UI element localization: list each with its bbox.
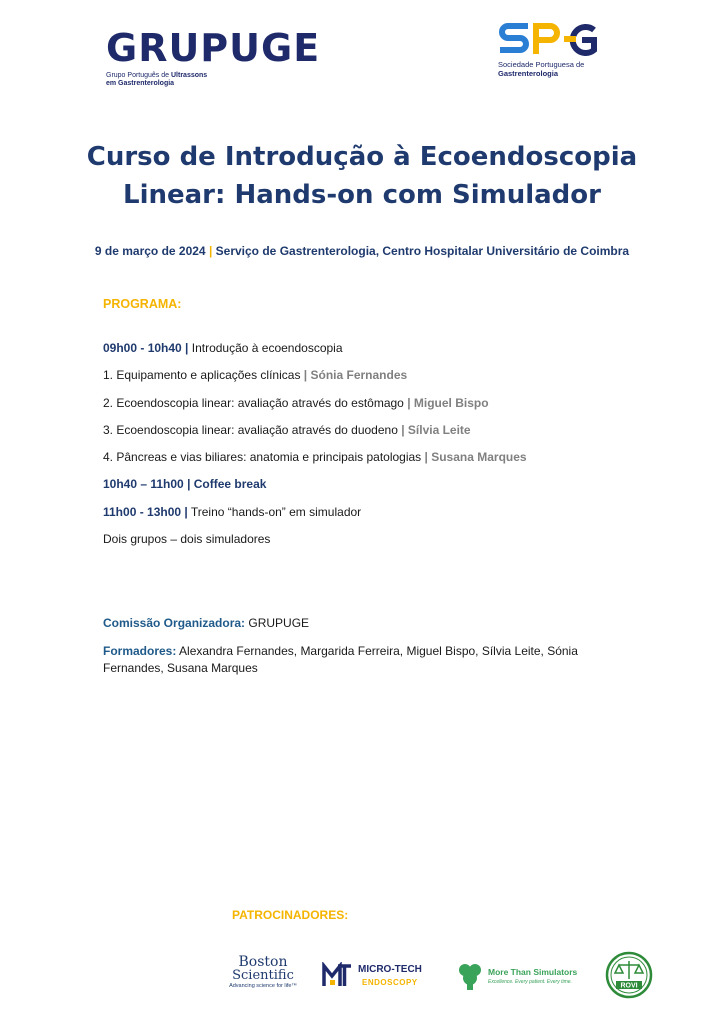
comissao-value: GRUPUGE — [245, 616, 310, 630]
date-separator: | — [208, 244, 213, 258]
programa-item: 4. Pâncreas e vias biliares: anatomia e principais patologias | Susana Marques — [103, 450, 527, 465]
grupuge-logo-subtitle: Grupo Português de Ultrassons em Gastrenterologia — [106, 72, 208, 87]
speaker-name: | Sónia Fernandes — [303, 368, 408, 383]
programa-heading: PROGRAMA: — [103, 297, 182, 311]
programa-item: 11h00 - 13h00 | Treino “hands-on” em simulador — [103, 504, 362, 519]
speaker-name: | Susana Marques — [424, 450, 527, 465]
formadores — [103, 643, 603, 677]
more-than-simulators-logo: More Than Simulators Excellence. Every patient. Every time. — [456, 960, 576, 994]
date-location-line — [40, 244, 684, 258]
grupuge-logo-word: GRUPUGE — [106, 26, 321, 70]
micro-tech-mark-icon — [322, 962, 352, 988]
event-date: 9 de março de 2024 — [94, 244, 206, 258]
programa-item: 3. Ecoendoscopia linear: avaliação através do duodeno | Sílvia Leite — [103, 422, 471, 437]
rovi-label: ROVI — [620, 982, 638, 990]
patrocinadores-heading: PATROCINADORES: — [232, 908, 349, 922]
formadores-value: Alexandra Fernandes, Margarida Ferreira, Miguel Bispo, Sílvia Leite, Sónia Fernandes, Susana Marques — [103, 644, 578, 675]
comissao-organizadora — [103, 616, 309, 630]
title-line-1: Curso de Introdução à Ecoendoscopia — [86, 142, 638, 172]
rovi-logo — [605, 951, 653, 999]
programa-item: Dois grupos – dois simuladores — [103, 532, 271, 547]
event-location: Serviço de Gastrenterologia, Centro Hospitalar Universitário de Coimbra — [215, 244, 630, 258]
boston-scientific-logo: Boston Scientific Advancing science for life™ — [229, 954, 297, 989]
spg-logo — [498, 20, 618, 78]
formadores-label: Formadores: — [103, 644, 177, 658]
spg-logo-mark — [498, 20, 598, 58]
grupuge-logo — [106, 28, 346, 88]
mts-mark-icon — [456, 962, 484, 992]
spg-logo-subtitle: Sociedade Portuguesa de Gastrenterologia — [498, 60, 585, 78]
programa-item: 1. Equipamento e aplicações clínicas | Sónia Fernandes — [103, 368, 408, 383]
programa-item: 2. Ecoendoscopia linear: avaliação através do estômago | Miguel Bispo — [103, 395, 489, 410]
document-title — [62, 138, 662, 214]
speaker-name: | Sílvia Leite — [401, 422, 471, 437]
comissao-label: Comissão Organizadora: — [103, 616, 246, 630]
micro-tech-logo: MICRO-TECH ENDOSCOPY — [322, 958, 432, 994]
programa-item: 10h40 – 11h00 | Coffee break — [103, 477, 267, 492]
rovi-seal-icon — [605, 951, 653, 999]
programa-item: 09h00 - 10h40 | Introdução à ecoendoscopia — [103, 341, 343, 355]
programa-list — [103, 341, 663, 559]
speaker-name: | Miguel Bispo — [407, 395, 489, 410]
title-line-2: Linear: Hands-on com Simulador — [123, 180, 601, 210]
